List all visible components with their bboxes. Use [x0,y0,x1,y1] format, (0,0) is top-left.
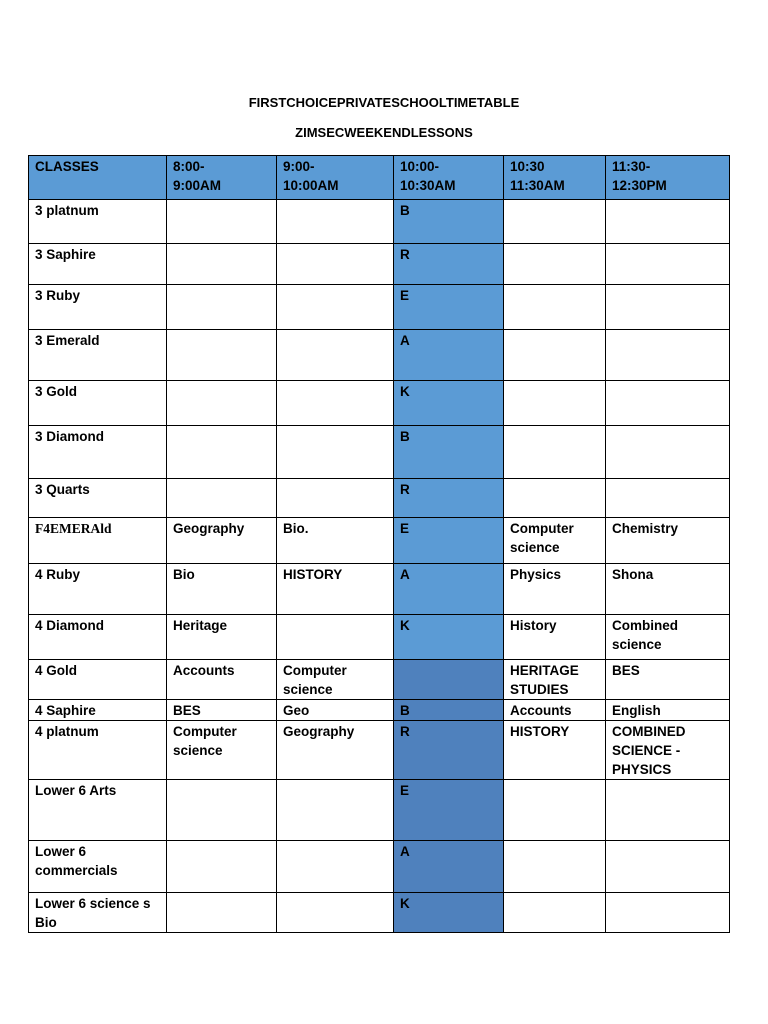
page-title: FIRSTCHOICEPRIVATESCHOOLTIMETABLE [248,95,520,110]
cell-slot-0800 [167,381,277,426]
page-subtitle: ZIMSECWEEKENDLESSONS [295,125,473,140]
cell-slot-0800: Heritage [167,615,277,660]
cell-slot-break: A [394,564,504,615]
cell-slot-break: A [394,330,504,381]
cell-slot-0900 [277,244,394,285]
cell-class: 3 Diamond [29,426,167,479]
cell-slot-1130: Combined science [606,615,730,660]
cell-slot-0900 [277,285,394,330]
cell-slot-break: K [394,893,504,933]
cell-slot-0800: Bio [167,564,277,615]
cell-slot-break: K [394,381,504,426]
header-slot-0900: 9:00- 10:00AM [277,156,394,200]
cell-slot-1130 [606,780,730,841]
cell-slot-0900: Geo [277,700,394,721]
cell-slot-1030 [504,330,606,381]
cell-slot-0800 [167,285,277,330]
cell-slot-1030 [504,841,606,893]
table-row [29,780,730,841]
cell-slot-1030 [504,200,606,244]
header-slot-1130: 11:30- 12:30PM [606,156,730,200]
cell-slot-1130 [606,381,730,426]
cell-slot-0900 [277,200,394,244]
cell-slot-0900 [277,381,394,426]
cell-slot-0900 [277,615,394,660]
cell-slot-break: R [394,721,504,780]
cell-slot-1130 [606,244,730,285]
cell-slot-break: R [394,244,504,285]
cell-slot-break: E [394,518,504,564]
table-row [29,381,730,426]
table-row [29,479,730,518]
cell-slot-1130: Shona [606,564,730,615]
cell-slot-0900 [277,330,394,381]
cell-class: 3 Ruby [29,285,167,330]
cell-slot-0800 [167,200,277,244]
cell-slot-0800: Geography [167,518,277,564]
cell-class: 4 Gold [29,660,167,700]
cell-slot-1130: COMBINED SCIENCE - PHYSICS [606,721,730,780]
cell-slot-break: A [394,841,504,893]
cell-slot-1130: English [606,700,730,721]
header-slot-1030: 10:30 11:30AM [504,156,606,200]
cell-class: 4 Saphire [29,700,167,721]
cell-class: 3 Saphire [29,244,167,285]
table-row [29,721,730,780]
cell-slot-1030 [504,426,606,479]
cell-slot-1030 [504,479,606,518]
cell-class: 4 Diamond [29,615,167,660]
cell-class: 4 platnum [29,721,167,780]
cell-slot-1130 [606,200,730,244]
cell-class: 3 Gold [29,381,167,426]
cell-slot-0800 [167,841,277,893]
cell-slot-1130 [606,841,730,893]
cell-slot-break: R [394,479,504,518]
cell-slot-break: B [394,426,504,479]
cell-slot-1130 [606,330,730,381]
cell-slot-0900: Bio. [277,518,394,564]
table-row [29,700,730,721]
table-row [29,615,730,660]
cell-slot-1130: Chemistry [606,518,730,564]
cell-slot-1030: History [504,615,606,660]
cell-slot-0800 [167,893,277,933]
cell-slot-break: E [394,285,504,330]
cell-slot-0900: Geography [277,721,394,780]
cell-slot-1030 [504,893,606,933]
table-row [29,200,730,244]
cell-slot-1030 [504,285,606,330]
cell-slot-0800 [167,244,277,285]
table-row [29,330,730,381]
timetable [28,155,730,933]
cell-class: Lower 6 science s Bio [29,893,167,933]
cell-slot-0900 [277,841,394,893]
cell-slot-0800 [167,479,277,518]
cell-slot-1030 [504,381,606,426]
cell-class: Lower 6 commercials [29,841,167,893]
cell-class: Lower 6 Arts [29,780,167,841]
table-row [29,518,730,564]
cell-slot-0800 [167,330,277,381]
cell-slot-1130: BES [606,660,730,700]
header-slot-break: 10:00- 10:30AM [394,156,504,200]
cell-class: 3 Quarts [29,479,167,518]
cell-slot-1030: HERITAGE STUDIES [504,660,606,700]
cell-slot-break: B [394,200,504,244]
cell-slot-0900: HISTORY [277,564,394,615]
cell-class: 3 platnum [29,200,167,244]
table-row [29,893,730,933]
cell-slot-1030: Physics [504,564,606,615]
cell-slot-1130 [606,285,730,330]
cell-slot-1030: Computer science [504,518,606,564]
cell-slot-0900 [277,893,394,933]
cell-slot-1030: HISTORY [504,721,606,780]
cell-slot-1130 [606,479,730,518]
table-row [29,660,730,700]
header-slot-0800: 8:00- 9:00AM [167,156,277,200]
header-class: CLASSES [29,156,167,200]
cell-slot-1030: Accounts [504,700,606,721]
cell-class: 4 Ruby [29,564,167,615]
cell-slot-1030 [504,244,606,285]
cell-slot-1130 [606,426,730,479]
cell-slot-0900 [277,479,394,518]
cell-slot-0800: Computer science [167,721,277,780]
table-row [29,841,730,893]
cell-slot-0800: Accounts [167,660,277,700]
cell-slot-1030 [504,780,606,841]
table-row [29,285,730,330]
cell-slot-1130 [606,893,730,933]
table-row [29,244,730,285]
cell-slot-break: E [394,780,504,841]
cell-slot-0900 [277,426,394,479]
cell-slot-0800 [167,780,277,841]
cell-class: F4EMERAld [29,518,167,564]
table-row [29,564,730,615]
cell-slot-0800: BES [167,700,277,721]
cell-slot-0900: Computer science [277,660,394,700]
header-row [29,156,730,200]
cell-slot-break [394,660,504,700]
table-row [29,426,730,479]
cell-slot-break: K [394,615,504,660]
cell-slot-break: B [394,700,504,721]
cell-class: 3 Emerald [29,330,167,381]
cell-slot-0900 [277,780,394,841]
cell-slot-0800 [167,426,277,479]
